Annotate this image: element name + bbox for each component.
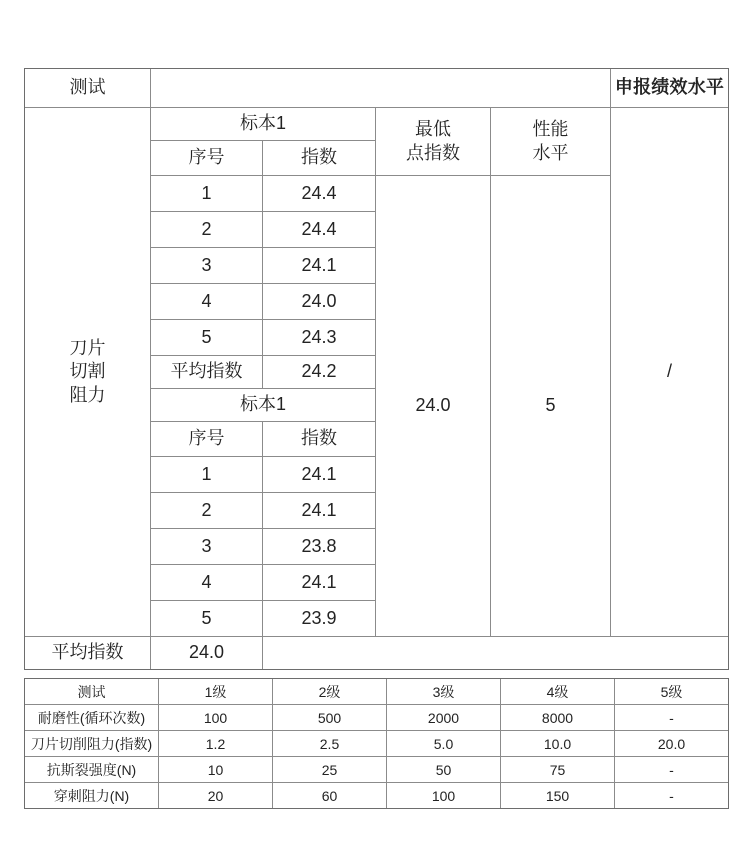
grade-cell: 2.5 xyxy=(273,731,387,757)
seq-cell: 3 xyxy=(151,529,263,565)
specimen-title-2: 标本1 xyxy=(151,389,376,422)
grade-cell: 75 xyxy=(501,757,615,783)
grade-row-test-name: 刀片切削阻力(指数) xyxy=(25,731,159,757)
header-test: 测试 xyxy=(25,69,151,108)
grade-cell: 10.0 xyxy=(501,731,615,757)
grade-header-test: 测试 xyxy=(25,679,159,705)
grade-cell: - xyxy=(615,757,729,783)
row-label-line-3: 阻力 xyxy=(69,384,106,405)
index-cell: 24.0 xyxy=(263,284,376,320)
grade-table xyxy=(24,678,729,809)
table-row xyxy=(25,637,729,670)
header-blank-span xyxy=(151,69,611,108)
grade-row-test-name: 抗斯裂强度(N) xyxy=(25,757,159,783)
lowest-point-index-line-1: 最低 xyxy=(415,119,451,140)
table-row xyxy=(25,705,729,731)
header-lowest-point-index xyxy=(376,108,491,176)
grade-cell: - xyxy=(615,705,729,731)
grade-cell: 60 xyxy=(273,783,387,809)
grade-cell: 5.0 xyxy=(387,731,501,757)
seq-cell: 4 xyxy=(151,284,263,320)
grade-header-level-1: 1级 xyxy=(159,679,273,705)
grade-row-test-name: 耐磨性(循环次数) xyxy=(25,705,159,731)
performance-level-line-2: 水平 xyxy=(532,142,569,163)
grade-cell: 25 xyxy=(273,757,387,783)
grade-table-container xyxy=(24,678,728,809)
lowest-point-index-line-2: 点指数 xyxy=(406,142,460,163)
table-row xyxy=(25,108,729,141)
grade-cell: 20 xyxy=(159,783,273,809)
column-header-seq-2: 序号 xyxy=(151,422,263,457)
performance-table xyxy=(24,68,729,670)
index-cell: 24.4 xyxy=(263,212,376,248)
average-value: 24.2 xyxy=(263,356,376,389)
seq-cell: 1 xyxy=(151,457,263,493)
grade-header-level-5: 5级 xyxy=(615,679,729,705)
grade-cell: 100 xyxy=(159,705,273,731)
seq-cell: 2 xyxy=(151,212,263,248)
index-cell: 23.9 xyxy=(263,601,376,637)
column-header-seq-1: 序号 xyxy=(151,141,263,176)
row-label-blade-cut-resistance xyxy=(25,108,151,637)
seq-cell: 2 xyxy=(151,493,263,529)
index-cell: 24.1 xyxy=(263,493,376,529)
row-label-line-1: 刀片 xyxy=(69,338,106,359)
grade-cell: 500 xyxy=(273,705,387,731)
row-label-line-2: 切割 xyxy=(69,361,106,382)
table-row xyxy=(25,783,729,809)
column-header-index-2: 指数 xyxy=(263,422,376,457)
table-row xyxy=(25,757,729,783)
index-cell: 24.1 xyxy=(263,457,376,493)
grade-cell: 20.0 xyxy=(615,731,729,757)
average-label: 平均指数 xyxy=(25,637,151,670)
grade-cell: 2000 xyxy=(387,705,501,731)
grade-cell: 150 xyxy=(501,783,615,809)
grade-cell: 50 xyxy=(387,757,501,783)
header-declared-level: 申报绩效水平 xyxy=(611,69,729,108)
specimen-title-1: 标本1 xyxy=(151,108,376,141)
declared-level-value: / xyxy=(611,108,729,637)
grade-cell: 1.2 xyxy=(159,731,273,757)
seq-cell: 5 xyxy=(151,320,263,356)
grade-row-test-name: 穿刺阻力(N) xyxy=(25,783,159,809)
grade-header-level-2: 2级 xyxy=(273,679,387,705)
grade-table-header-row xyxy=(25,679,729,705)
average-label: 平均指数 xyxy=(151,356,263,389)
performance-table-container xyxy=(24,68,728,670)
lowest-point-index-value: 24.0 xyxy=(376,176,491,637)
grade-cell: 10 xyxy=(159,757,273,783)
column-header-index-1: 指数 xyxy=(263,141,376,176)
index-cell: 24.4 xyxy=(263,176,376,212)
index-cell: 24.3 xyxy=(263,320,376,356)
index-cell: 24.1 xyxy=(263,248,376,284)
grade-cell: - xyxy=(615,783,729,809)
table-row xyxy=(25,69,729,108)
seq-cell: 1 xyxy=(151,176,263,212)
index-cell: 23.8 xyxy=(263,529,376,565)
grade-cell: 8000 xyxy=(501,705,615,731)
grade-header-level-4: 4级 xyxy=(501,679,615,705)
seq-cell: 5 xyxy=(151,601,263,637)
performance-level-value: 5 xyxy=(491,176,611,637)
performance-level-line-1: 性能 xyxy=(532,119,569,140)
header-performance-level xyxy=(491,108,611,176)
seq-cell: 4 xyxy=(151,565,263,601)
index-cell: 24.1 xyxy=(263,565,376,601)
grade-cell: 100 xyxy=(387,783,501,809)
grade-header-level-3: 3级 xyxy=(387,679,501,705)
seq-cell: 3 xyxy=(151,248,263,284)
table-row xyxy=(25,731,729,757)
average-value: 24.0 xyxy=(151,637,263,670)
